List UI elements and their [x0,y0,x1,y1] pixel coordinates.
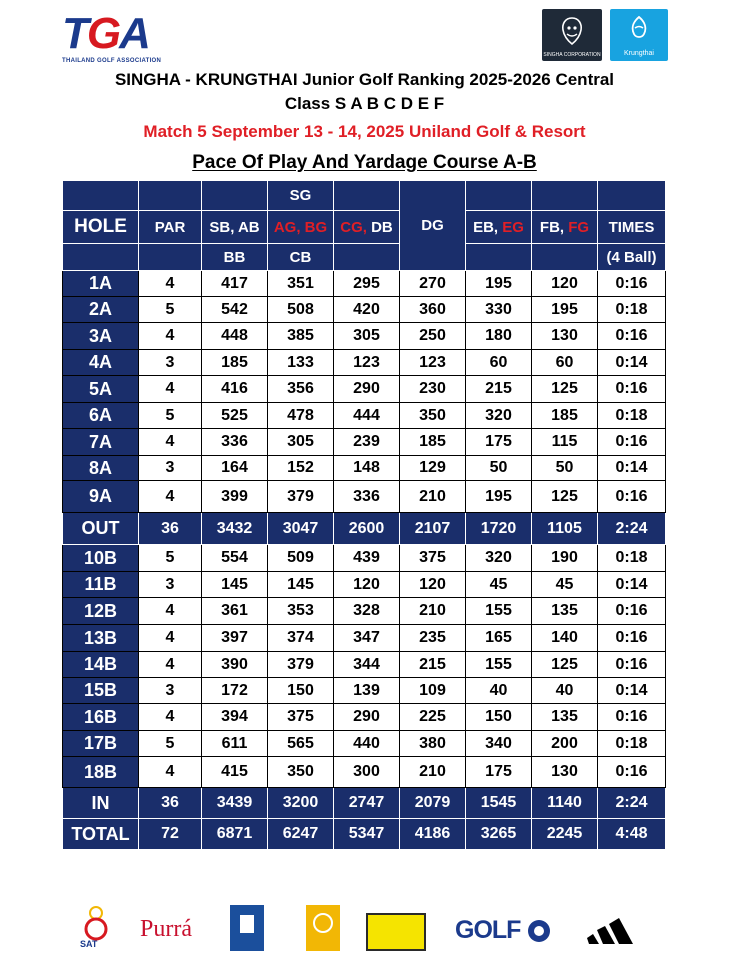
cell-c1: 145 [202,572,268,598]
hole-label: 12B [63,598,139,625]
cell-c3: 290 [334,704,400,731]
hole-label: TOTAL [63,819,139,850]
cell-c2: 305 [268,429,334,456]
yardage-table [62,180,666,850]
summary-row [63,788,666,819]
cell-c2: 145 [268,572,334,598]
summary-row [63,513,666,545]
hole-row [63,678,666,704]
cell-par: 4 [139,625,202,652]
hole-label: 16B [63,704,139,731]
cell-c2: 150 [268,678,334,704]
cell-c2: 133 [268,350,334,376]
cell-par: 3 [139,572,202,598]
hole-label: 7A [63,429,139,456]
cell-time: 0:14 [598,572,666,598]
cell-c3: 439 [334,545,400,572]
hole-row [63,652,666,678]
cell-time: 2:24 [598,788,666,819]
cell-c1: 542 [202,297,268,323]
cell-c3: 440 [334,731,400,757]
cell-c5: 175 [466,429,532,456]
hole-label: 15B [63,678,139,704]
hole-label: 13B [63,625,139,652]
fb-fg-header: FB, FG [532,211,598,244]
cell-c6: 190 [532,545,598,572]
hole-label: 5A [63,376,139,403]
cell-c4: 380 [400,731,466,757]
cell-c4: 123 [400,350,466,376]
hole-row [63,297,666,323]
cell-c5: 1545 [466,788,532,819]
cell-par: 4 [139,704,202,731]
cell-c4: 375 [400,545,466,572]
cell-par: 4 [139,323,202,350]
title-line-2: Class S A B C D E F [284,94,445,113]
cell-c6: 1140 [532,788,598,819]
cell-c1: 417 [202,271,268,297]
cell-c3: 347 [334,625,400,652]
eb-eg-header: EB, EG [466,211,532,244]
hole-label: 18B [63,757,139,788]
cell-c4: 210 [400,481,466,513]
times-header: TIMES [598,211,666,244]
cell-c4: 270 [400,271,466,297]
cell-c2: 350 [268,757,334,788]
cell-c5: 155 [466,652,532,678]
cell-c6: 130 [532,323,598,350]
cell-c1: 416 [202,376,268,403]
krungthai-bird-icon [625,14,653,42]
cell-c2: 379 [268,481,334,513]
hole-label: 9A [63,481,139,513]
cell-c4: 185 [400,429,466,456]
hole-row [63,731,666,757]
purra-logo: Purrá [140,916,192,942]
cell-c4: 225 [400,704,466,731]
cell-c3: 328 [334,598,400,625]
hole-header: HOLE [63,211,139,244]
cell-c6: 130 [532,757,598,788]
cell-c4: 360 [400,297,466,323]
cell-time: 0:18 [598,297,666,323]
adidas-logo [585,910,641,946]
cell-c4: 120 [400,572,466,598]
cell-c4: 109 [400,678,466,704]
hole-row [63,481,666,513]
cell-c3: 300 [334,757,400,788]
cell-c4: 2107 [400,513,466,545]
cell-par: 72 [139,819,202,850]
cell-time: 0:16 [598,652,666,678]
cell-c2: 351 [268,271,334,297]
cell-c5: 320 [466,545,532,572]
cell-c5: 165 [466,625,532,652]
cell-c6: 125 [532,376,598,403]
cell-c5: 215 [466,376,532,403]
hole-label: 3A [63,323,139,350]
hole-label: 14B [63,652,139,678]
cell-c2: 152 [268,456,334,481]
cell-c6: 135 [532,598,598,625]
cell-c6: 1105 [532,513,598,545]
cell-c6: 195 [532,297,598,323]
cell-time: 0:16 [598,271,666,297]
cell-time: 0:14 [598,678,666,704]
mitsubishi-logo [230,905,264,951]
cell-time: 0:16 [598,429,666,456]
header-row-1 [63,181,666,211]
singha-corporation-logo: SINGHA CORPORATION [542,9,602,61]
cell-par: 3 [139,456,202,481]
cell-c6: 50 [532,456,598,481]
cell-c5: 330 [466,297,532,323]
cell-c6: 135 [532,704,598,731]
section-title: Pace Of Play And Yardage Course A-B [192,152,537,173]
cell-c2: 3047 [268,513,334,545]
cell-c6: 45 [532,572,598,598]
cell-par: 5 [139,545,202,572]
cell-c4: 4186 [400,819,466,850]
par-header: PAR [139,211,202,244]
hole-row [63,625,666,652]
cell-c5: 340 [466,731,532,757]
header-row-3 [63,244,666,271]
header-row-2 [63,211,666,244]
cell-c6: 200 [532,731,598,757]
cell-c2: 375 [268,704,334,731]
hole-label: 17B [63,731,139,757]
cell-c2: 356 [268,376,334,403]
cell-time: 0:14 [598,350,666,376]
cell-c4: 235 [400,625,466,652]
cell-c2: 353 [268,598,334,625]
hole-label: OUT [63,513,139,545]
sg-label: SG [268,181,334,211]
cell-time: 0:16 [598,376,666,403]
cell-time: 0:16 [598,598,666,625]
cell-par: 3 [139,350,202,376]
cell-c6: 40 [532,678,598,704]
cell-par: 4 [139,481,202,513]
cell-c6: 125 [532,652,598,678]
cell-c5: 180 [466,323,532,350]
cell-par: 4 [139,598,202,625]
cell-c1: 336 [202,429,268,456]
cell-c5: 40 [466,678,532,704]
cell-c5: 1720 [466,513,532,545]
cell-c4: 2079 [400,788,466,819]
golf-channel-logo: GOLF [455,916,555,946]
cell-c5: 195 [466,271,532,297]
cell-par: 4 [139,271,202,297]
title-line-1: SINGHA - KRUNGTHAI Junior Golf Ranking 2025-2026 Central [114,70,615,89]
hole-row [63,323,666,350]
hole-label: IN [63,788,139,819]
cell-c4: 230 [400,376,466,403]
tga-logo: TGA THAILAND GOLF ASSOCIATION [62,9,162,64]
cell-c1: 611 [202,731,268,757]
cell-c1: 3439 [202,788,268,819]
cell-par: 4 [139,652,202,678]
hole-label: 11B [63,572,139,598]
cell-c1: 185 [202,350,268,376]
cell-c2: 6247 [268,819,334,850]
cell-time: 0:16 [598,757,666,788]
fnb-logo [366,913,426,951]
cell-c1: 3432 [202,513,268,545]
hole-row [63,704,666,731]
cell-c5: 195 [466,481,532,513]
cell-c3: 420 [334,297,400,323]
cell-c3: 305 [334,323,400,350]
hole-row [63,572,666,598]
cell-c5: 45 [466,572,532,598]
cb-header: CB [268,244,334,271]
cell-c2: 508 [268,297,334,323]
cell-c1: 448 [202,323,268,350]
cell-par: 36 [139,513,202,545]
cell-c3: 444 [334,403,400,429]
cell-c2: 385 [268,323,334,350]
cell-c1: 361 [202,598,268,625]
hole-label: 10B [63,545,139,572]
cell-c3: 239 [334,429,400,456]
cell-c2: 379 [268,652,334,678]
cell-c4: 210 [400,598,466,625]
cell-c3: 123 [334,350,400,376]
cell-time: 2:24 [598,513,666,545]
cell-c6: 2245 [532,819,598,850]
cell-c3: 148 [334,456,400,481]
lion-icon [556,15,588,47]
cell-c4: 129 [400,456,466,481]
dg-header: DG [400,181,466,271]
hole-label: 1A [63,271,139,297]
cell-c3: 295 [334,271,400,297]
sat-logo: SAT [78,905,114,951]
cg-db-header: CG, DB [334,211,400,244]
cell-c2: 509 [268,545,334,572]
cell-time: 0:16 [598,481,666,513]
cell-c5: 175 [466,757,532,788]
cell-c1: 394 [202,704,268,731]
cell-c4: 350 [400,403,466,429]
cell-c2: 374 [268,625,334,652]
hole-row [63,456,666,481]
singha-logo [306,905,340,951]
cell-par: 4 [139,757,202,788]
cell-c6: 60 [532,350,598,376]
hole-row [63,429,666,456]
sb-ab-header: SB, AB [202,211,268,244]
hole-row [63,403,666,429]
cell-c3: 290 [334,376,400,403]
cell-par: 4 [139,429,202,456]
cell-c1: 399 [202,481,268,513]
cell-c2: 3200 [268,788,334,819]
krungthai-logo: Krungthai [610,9,668,61]
cell-c1: 554 [202,545,268,572]
cell-c5: 3265 [466,819,532,850]
cell-c5: 155 [466,598,532,625]
cell-c5: 150 [466,704,532,731]
hole-row [63,545,666,572]
match-title: Match 5 September 13 - 14, 2025 Uniland Golf & Resort [143,122,586,141]
hole-label: 2A [63,297,139,323]
cell-par: 5 [139,297,202,323]
cell-c1: 6871 [202,819,268,850]
cell-c1: 525 [202,403,268,429]
cell-par: 5 [139,403,202,429]
cell-par: 36 [139,788,202,819]
cell-time: 0:18 [598,731,666,757]
hole-row [63,598,666,625]
four-ball-header: (4 Ball) [598,244,666,271]
bb-header: BB [202,244,268,271]
cell-time: 0:16 [598,625,666,652]
cell-c1: 164 [202,456,268,481]
cell-c2: 565 [268,731,334,757]
cell-c1: 172 [202,678,268,704]
cell-par: 3 [139,678,202,704]
cell-c1: 397 [202,625,268,652]
cell-c2: 478 [268,403,334,429]
hole-row [63,757,666,788]
ag-bg-header: AG, BG [268,211,334,244]
cell-c6: 115 [532,429,598,456]
cell-c3: 120 [334,572,400,598]
hole-label: 6A [63,403,139,429]
cell-par: 5 [139,731,202,757]
cell-c3: 2600 [334,513,400,545]
hole-row [63,376,666,403]
cell-c1: 390 [202,652,268,678]
hole-row [63,350,666,376]
cell-c3: 344 [334,652,400,678]
cell-time: 0:18 [598,403,666,429]
cell-c5: 60 [466,350,532,376]
cell-c5: 320 [466,403,532,429]
cell-c5: 50 [466,456,532,481]
golf-channel-g-icon [526,918,552,944]
hole-label: 8A [63,456,139,481]
cell-c3: 5347 [334,819,400,850]
summary-row [63,819,666,850]
cell-time: 0:18 [598,545,666,572]
cell-c4: 250 [400,323,466,350]
cell-c6: 140 [532,625,598,652]
cell-c4: 215 [400,652,466,678]
cell-c4: 210 [400,757,466,788]
cell-time: 0:14 [598,456,666,481]
hole-label: 4A [63,350,139,376]
cell-par: 4 [139,376,202,403]
cell-time: 0:16 [598,323,666,350]
cell-c3: 2747 [334,788,400,819]
cell-time: 4:48 [598,819,666,850]
cell-c1: 415 [202,757,268,788]
cell-time: 0:16 [598,704,666,731]
cell-c6: 125 [532,481,598,513]
cell-c3: 139 [334,678,400,704]
cell-c6: 120 [532,271,598,297]
hole-row [63,271,666,297]
cell-c3: 336 [334,481,400,513]
cell-c6: 185 [532,403,598,429]
